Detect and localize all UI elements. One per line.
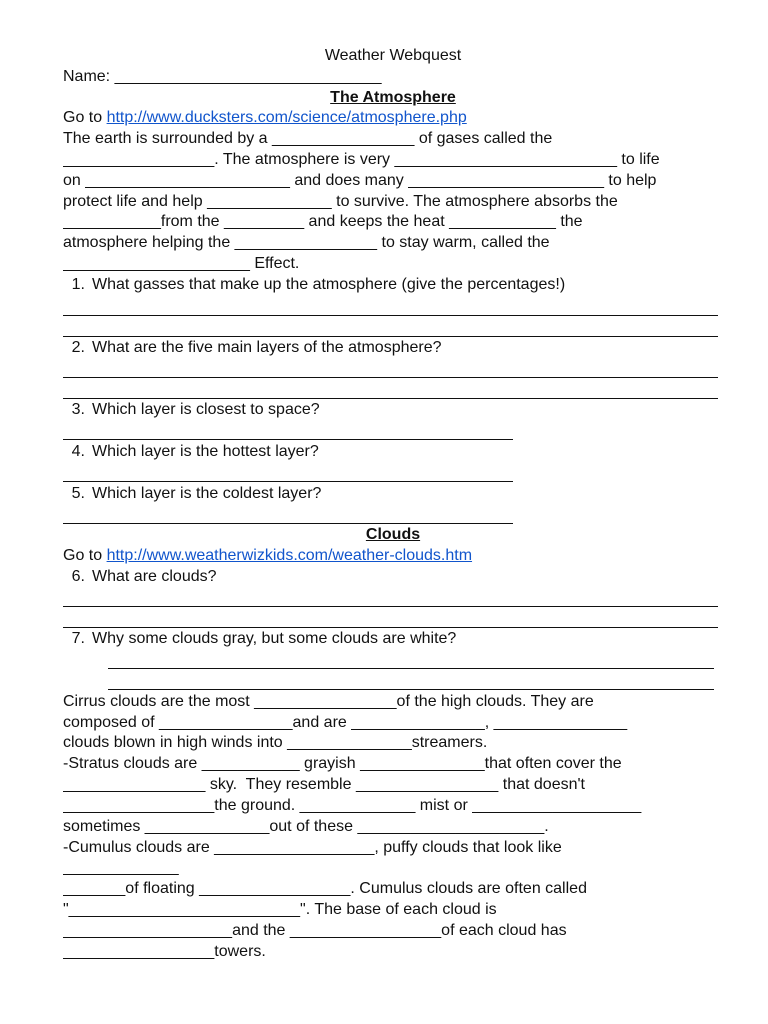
answer-line[interactable] <box>63 481 513 482</box>
answer-line[interactable] <box>63 523 513 524</box>
question-text: Which layer is the coldest layer? <box>92 485 322 502</box>
atmosphere-goto-line <box>63 108 723 129</box>
clouds-paragraph-line-12: ___________________and the _________________of each cloud has <box>63 922 567 939</box>
clouds-heading: Clouds <box>365 526 421 543</box>
answer-line[interactable] <box>63 606 718 607</box>
answer-line[interactable] <box>63 336 718 337</box>
question-number: 7. <box>71 630 85 647</box>
goto-label: Go to <box>63 109 107 126</box>
weatherwizkids-link[interactable]: http://www.weatherwizkids.com/weather-clouds.htm <box>106 547 473 564</box>
clouds-paragraph-line-4: -Stratus clouds are ___________ grayish ______________that often cover the <box>63 755 622 772</box>
clouds-paragraph-line-3: clouds blown in high winds into ______________streamers. <box>63 734 488 751</box>
clouds-paragraph-line-6: _________________the ground. _____________ mist or ___________________ <box>63 797 642 814</box>
question-number: 5. <box>71 485 85 502</box>
atmosphere-paragraph-line-3: on _______________________ and does many ______________________ to help <box>63 172 657 189</box>
clouds-paragraph-line-7: sometimes ______________out of these _____________________. <box>63 818 549 835</box>
question-6 <box>63 567 723 588</box>
question-text: What are clouds? <box>92 568 217 585</box>
question-text: What are the five main layers of the atmosphere? <box>92 339 442 356</box>
question-7 <box>63 629 723 650</box>
answer-line[interactable] <box>63 398 718 399</box>
name-line: Name: ______________________________ <box>63 68 382 85</box>
question-text: What gasses that make up the atmosphere (give the percentages!) <box>92 276 566 293</box>
question-number: 6. <box>71 568 85 585</box>
atmosphere-paragraph-line-5: ___________from the _________ and keeps the heat ____________ the <box>63 213 583 230</box>
clouds-paragraph-line-13: _________________towers. <box>63 943 266 960</box>
atmosphere-paragraph-line-4: protect life and help ______________ to survive. The atmosphere absorbs the <box>63 193 618 210</box>
ducksters-link[interactable]: http://www.ducksters.com/science/atmosphere.php <box>106 109 467 126</box>
question-number: 2. <box>71 339 85 356</box>
atmosphere-paragraph-line-1: The earth is surrounded by a ________________ of gases called the <box>63 130 553 147</box>
clouds-paragraph-line-10: _______of floating _________________. Cumulus clouds are often called <box>63 880 587 897</box>
question-3 <box>63 400 723 421</box>
clouds-paragraph-line-5: ________________ sky. They resemble ________________ that doesn't <box>63 776 585 793</box>
answer-line[interactable] <box>63 627 718 628</box>
question-text: Why some clouds gray, but some clouds are white? <box>92 630 457 647</box>
atmosphere-paragraph-line-2: _________________. The atmosphere is very _________________________ to life <box>63 151 660 168</box>
atmosphere-paragraph-line-7: _____________________ Effect. <box>63 255 300 272</box>
answer-line[interactable] <box>63 439 513 440</box>
page-title: Weather Webquest <box>324 47 462 64</box>
question-number: 1. <box>71 276 85 293</box>
question-text: Which layer is the hottest layer? <box>92 443 319 460</box>
answer-line[interactable] <box>63 377 718 378</box>
question-5 <box>63 484 723 505</box>
question-4 <box>63 442 723 463</box>
clouds-paragraph-line-8: -Cumulus clouds are __________________, puffy clouds that look like <box>63 839 562 856</box>
question-2 <box>63 338 723 359</box>
goto-label: Go to <box>63 547 107 564</box>
clouds-goto-line <box>63 546 723 567</box>
answer-line[interactable] <box>63 315 718 316</box>
answer-line[interactable] <box>108 668 714 669</box>
atmosphere-paragraph-line-6: atmosphere helping the ________________ to stay warm, called the <box>63 234 550 251</box>
atmosphere-heading: The Atmosphere <box>330 89 456 106</box>
clouds-paragraph-line-9: _____________ <box>63 859 179 876</box>
answer-line[interactable] <box>108 689 714 690</box>
question-text: Which layer is closest to space? <box>92 401 320 418</box>
clouds-paragraph-line-1: Cirrus clouds are the most ________________of the high clouds. They are <box>63 693 594 710</box>
clouds-paragraph-line-11: "__________________________". The base of each cloud is <box>63 901 497 918</box>
clouds-paragraph-line-2: composed of _______________and are _______________, _______________ <box>63 714 628 731</box>
question-1 <box>63 275 723 296</box>
question-number: 4. <box>71 443 85 460</box>
question-number: 3. <box>71 401 85 418</box>
